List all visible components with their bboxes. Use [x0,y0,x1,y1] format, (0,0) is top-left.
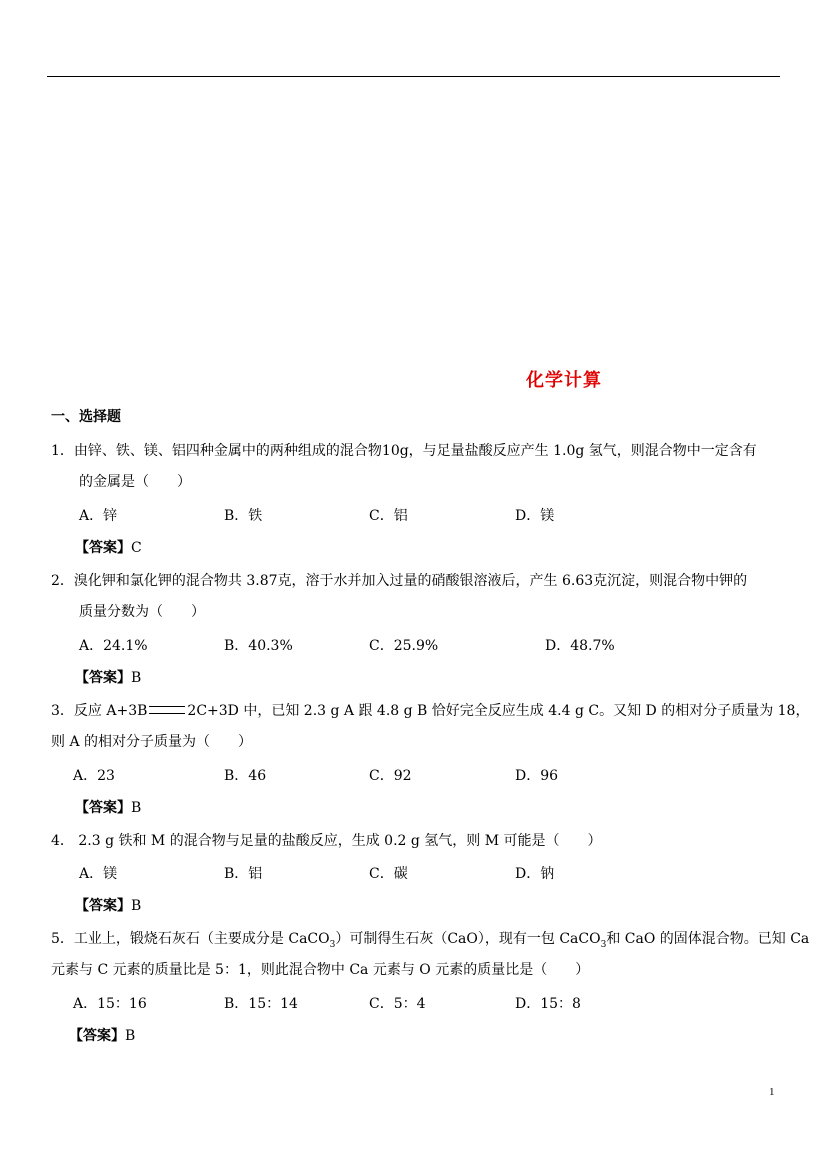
question-3-option-d: D．96 [515,768,559,784]
page-number: 1 [769,1086,775,1098]
answer-label: 【答案】 [75,800,131,816]
question-5-text-c: 和 CaO 的固体混合物。已知 Ca [606,931,810,947]
question-2-option-a: A．24.1% [79,638,148,654]
question-5-option-b: B．15：14 [224,996,298,1012]
question-2-text-cont: 质量分数为（ ） [79,604,205,620]
answer-value: B [131,800,142,816]
question-3-text [51,704,809,718]
question-1-option-d: D．镁 [515,508,555,524]
question-3-option-a: A．23 [73,768,115,784]
question-4-option-c: C．碳 [369,866,408,882]
question-2-option-b: B．40.3% [224,638,293,654]
subscript-3: 3 [600,939,607,950]
question-5-text-a: 5．工业上，锻烧石灰石（主要成分是 CaCO [51,931,330,947]
question-2-option-d: D．48.7% [545,638,615,654]
question-4-option-a: A．镁 [79,866,118,882]
question-3-answer [75,801,141,815]
question-4-option-d: D．钠 [515,866,555,882]
document-title: 化学计算 [526,370,602,391]
question-5-answer [69,1029,135,1043]
question-3-text-start: 3．反应 A+3B [51,703,148,719]
question-5-option-c: C．5：4 [369,996,426,1012]
question-3-option-b: B．46 [224,768,267,784]
section-heading: 一、选择题 [51,409,121,425]
answer-value: B [125,1028,136,1044]
question-1-option-b: B．铁 [224,508,263,524]
question-3-option-c: C．92 [369,768,412,784]
question-4-option-b: B．铝 [224,866,263,882]
question-5-text [51,932,809,950]
question-1-option-c: C．铝 [369,508,408,524]
question-5-option-a: A．15：16 [73,996,147,1012]
subscript-3: 3 [329,939,336,950]
header-rule [47,76,780,77]
answer-value: C [131,540,142,556]
question-5-text-cont: 元素与 C 元素的质量比是 5：1，则此混合物中 Ca 元素与 O 元素的质量比是（ ） [51,962,590,978]
answer-label: 【答案】 [69,1028,125,1044]
question-1-text-cont: 的金属是（ ） [79,474,191,490]
answer-label: 【答案】 [75,670,131,686]
question-2-answer [75,671,141,685]
question-4-text: 4． 2.3 g 铁和 M 的混合物与足量的盐酸反应，生成 0.2 g 氢气，则 M 可能是（ ） [51,833,602,849]
question-2-text: 2．溴化钾和氯化钾的混合物共 3.87克，溶于水并加入过量的硝酸银溶液后，产生 6.63克沉淀，则混合物中钾的 [51,573,748,589]
answer-label: 【答案】 [75,898,131,914]
question-3-text-end: 2C+3D 中，已知 2.3 g A 跟 4.8 g B 恰好完全反应生成 4.4 g C。又知 D 的相对分子质量为 18， [187,703,810,719]
question-5-option-d: D．15：8 [515,996,581,1012]
question-2-option-c: C．25.9% [369,638,439,654]
question-1-text: 1．由锌、铁、镁、铝四种金属中的两种组成的混合物10g，与足量盐酸反应产生 1.0g 氢气，则混合物中一定含有 [51,443,757,459]
question-5-text-b: ）可制得生石灰（CaO），现有一包 CaCO [335,931,601,947]
answer-label: 【答案】 [75,540,131,556]
question-4-answer [75,899,141,913]
question-1-answer [75,541,142,555]
question-1-option-a: A．锌 [79,508,118,524]
reaction-equals-sign [149,706,185,714]
question-3-text-cont: 则 A 的相对分子质量为（ ） [51,734,253,750]
answer-value: B [131,670,142,686]
answer-value: B [131,898,142,914]
